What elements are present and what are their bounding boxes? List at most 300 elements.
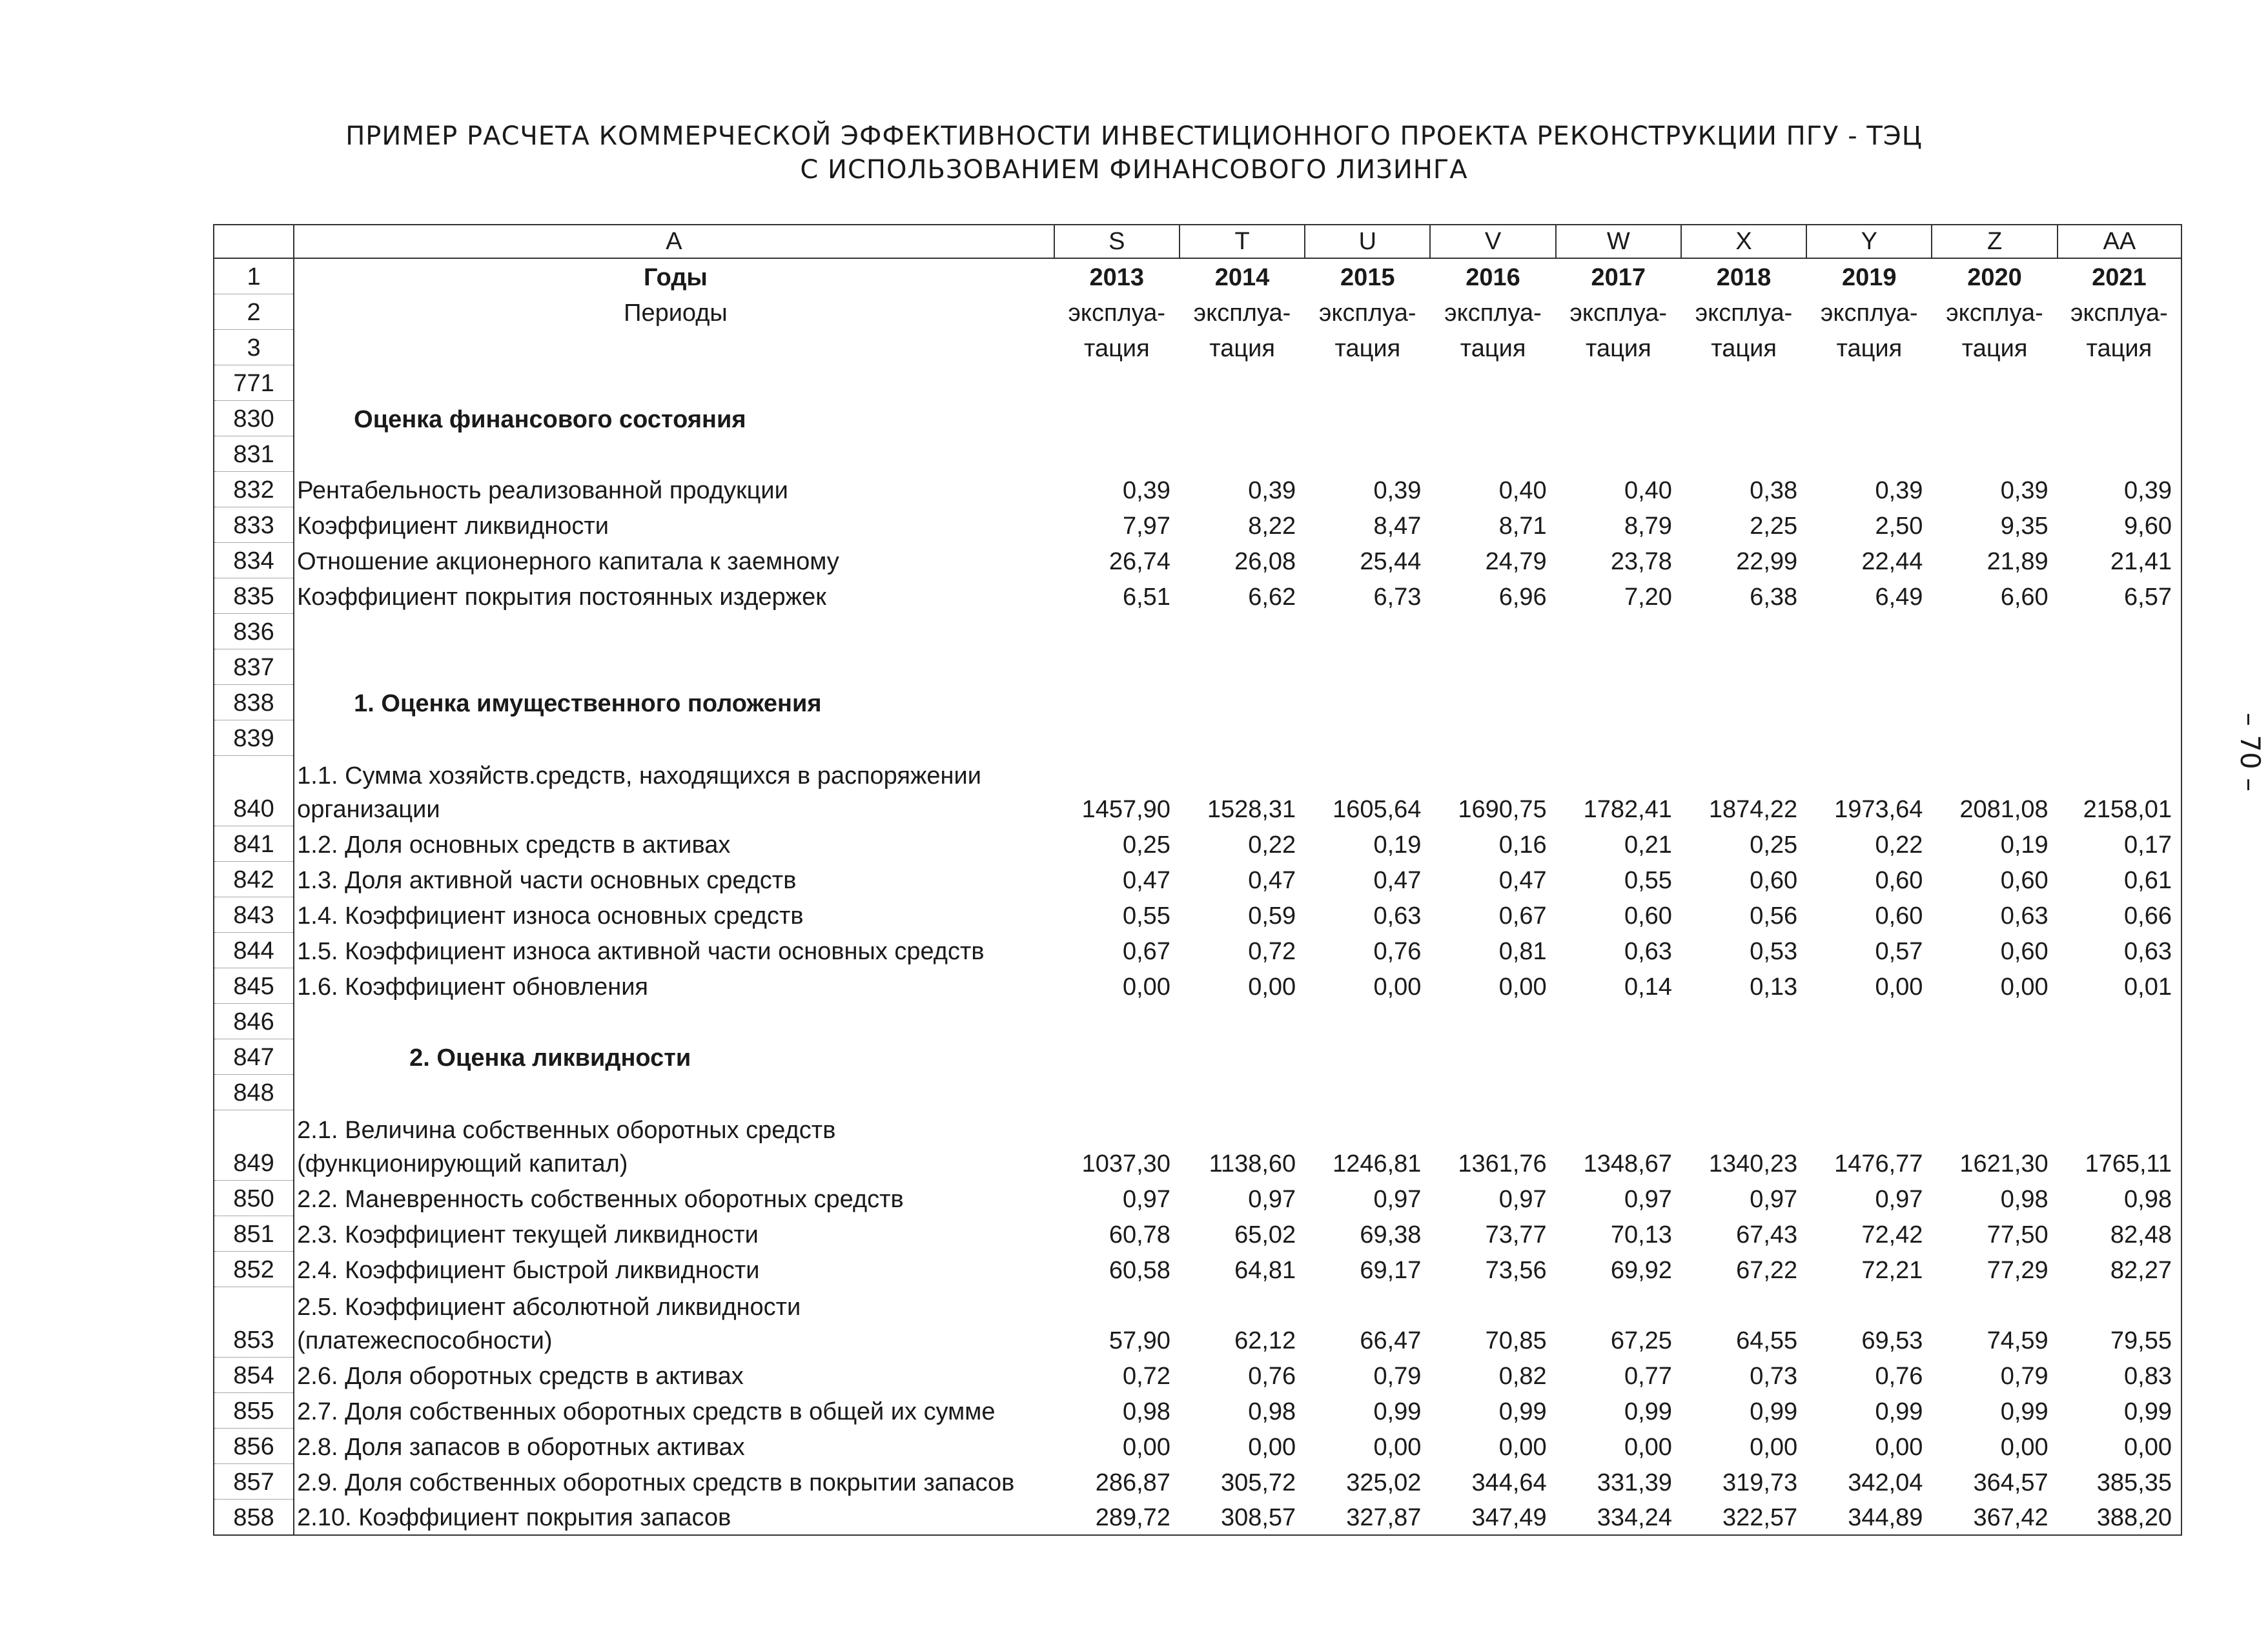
table-row xyxy=(214,543,2181,578)
value-cell: 82,27 xyxy=(2058,1252,2181,1287)
value-cell: 0,00 xyxy=(1875,1433,1923,1461)
row-number: 845 xyxy=(214,968,294,1004)
table-row xyxy=(214,436,2181,472)
row-number: 849 xyxy=(214,1110,294,1181)
empty-cell xyxy=(2058,365,2181,401)
value-cell: 6,62 xyxy=(1248,583,1296,611)
value-cell: 0,97 xyxy=(1875,1185,1923,1213)
value-cell: 8,79 xyxy=(1624,512,1672,540)
table-row xyxy=(214,968,2181,1004)
empty-cell xyxy=(1932,649,2057,685)
value-cell: 0,66 xyxy=(2058,897,2181,933)
value-cell: 1973,64 xyxy=(1834,795,1923,823)
empty-cell xyxy=(1932,401,2057,436)
value-cell: 0,22 xyxy=(1248,831,1296,859)
empty-cell xyxy=(1556,436,1681,472)
row-number: 842 xyxy=(214,862,294,897)
value-cell: 319,73 xyxy=(1722,1469,1798,1496)
value-cell: 22,99 xyxy=(1736,547,1798,575)
empty-cell xyxy=(1806,436,1932,472)
value-cell: 289,72 xyxy=(1054,1500,1180,1536)
period-cell: эксплуа- xyxy=(1569,299,1668,327)
row-label: 2.4. Коэффициент быстрой ликвидности xyxy=(297,1256,760,1284)
empty-cell xyxy=(1681,1075,1806,1110)
empty-cell xyxy=(1054,720,1180,756)
empty-cell xyxy=(1180,614,1305,649)
row-label: 2.1. Величина собственных оборотных средств (функционирующий капитал) xyxy=(297,1116,836,1177)
empty-cell xyxy=(1305,436,1430,472)
empty-cell xyxy=(1932,436,2057,472)
empty-cell xyxy=(1556,685,1681,720)
empty-cell xyxy=(1430,649,1555,685)
year-cell: 2018 xyxy=(1716,263,1772,291)
empty-cell xyxy=(1932,1004,2057,1039)
table-row xyxy=(214,756,2181,826)
empty-cell xyxy=(294,614,1054,649)
value-cell: 74,59 xyxy=(1987,1327,2048,1354)
empty-cell xyxy=(1681,1004,1806,1039)
value-cell: 0,39 xyxy=(1248,476,1296,504)
value-cell: 79,55 xyxy=(2058,1287,2181,1358)
value-cell: 0,19 xyxy=(2000,831,2048,859)
period-cell: тация xyxy=(1711,334,1777,362)
value-cell: 0,39 xyxy=(1875,476,1923,504)
empty-cell xyxy=(2058,720,2181,756)
empty-cell xyxy=(1305,365,1430,401)
empty-cell xyxy=(1681,1039,1806,1075)
table-row xyxy=(214,897,2181,933)
value-cell: 0,14 xyxy=(1624,973,1672,1001)
row-number: 830 xyxy=(214,401,294,436)
value-cell: 22,44 xyxy=(1861,547,1923,575)
empty-cell xyxy=(2058,401,2181,436)
value-cell: 8,71 xyxy=(1498,512,1547,540)
empty-cell xyxy=(2058,614,2181,649)
row-label: 1.6. Коэффициент обновления xyxy=(297,973,649,1001)
value-cell: 0,00 xyxy=(1373,1433,1422,1461)
year-cell: 2014 xyxy=(1214,263,1270,291)
value-cell: 0,72 xyxy=(1248,937,1296,965)
value-cell: 1605,64 xyxy=(1333,795,1422,823)
empty-cell xyxy=(1806,685,1932,720)
value-cell: 0,47 xyxy=(1248,866,1296,894)
value-cell: 0,40 xyxy=(1624,476,1672,504)
value-cell: 305,72 xyxy=(1220,1469,1296,1496)
value-cell: 26,08 xyxy=(1234,547,1296,575)
value-cell: 67,22 xyxy=(1736,1256,1798,1284)
value-cell: 21,41 xyxy=(2058,543,2181,578)
row-label: Рентабельность реализованной продукции xyxy=(297,476,788,504)
value-cell: 25,44 xyxy=(1360,547,1422,575)
empty-cell xyxy=(1681,401,1806,436)
empty-cell xyxy=(1180,649,1305,685)
value-cell: 0,17 xyxy=(2058,826,2181,862)
empty-cell xyxy=(1305,1075,1430,1110)
value-cell: 24,79 xyxy=(1485,547,1547,575)
column-letter: T xyxy=(1180,225,1305,258)
empty-cell xyxy=(1681,685,1806,720)
empty-cell xyxy=(1806,365,1932,401)
empty-cell xyxy=(1806,649,1932,685)
row-number: 841 xyxy=(214,826,294,862)
value-cell: 2081,08 xyxy=(1959,795,2048,823)
row-number: 847 xyxy=(214,1039,294,1075)
value-cell: 0,55 xyxy=(1624,866,1672,894)
value-cell: 26,74 xyxy=(1108,547,1170,575)
value-cell: 0,59 xyxy=(1248,902,1296,930)
empty-cell xyxy=(294,649,1054,685)
empty-cell xyxy=(1430,1075,1555,1110)
value-cell: 1528,31 xyxy=(1207,795,1296,823)
value-cell: 0,67 xyxy=(1498,902,1547,930)
value-cell: 0,60 xyxy=(1750,866,1798,894)
table-row xyxy=(214,933,2181,968)
period-cell: тация xyxy=(1460,334,1526,362)
empty-cell xyxy=(1430,436,1555,472)
empty-cell xyxy=(1806,1004,1932,1039)
empty-cell xyxy=(1430,365,1555,401)
section-heading: 1. Оценка имущественного положения xyxy=(354,689,822,717)
value-cell: 0,00 xyxy=(2058,1429,2181,1464)
value-cell: 0,63 xyxy=(1373,902,1422,930)
row-label: 2.7. Доля собственных оборотных средств в общей их сумме xyxy=(297,1398,996,1425)
value-cell: 64,55 xyxy=(1736,1327,1798,1354)
value-cell: 70,13 xyxy=(1610,1221,1672,1248)
value-cell: 77,50 xyxy=(1987,1221,2048,1248)
table-row xyxy=(214,1216,2181,1252)
value-cell: 0,99 xyxy=(1875,1398,1923,1425)
empty-cell xyxy=(1054,685,1180,720)
value-cell: 344,89 xyxy=(1806,1500,1932,1536)
value-cell: 8,47 xyxy=(1373,512,1422,540)
empty-cell xyxy=(1932,365,2057,401)
value-cell: 7,97 xyxy=(1122,512,1170,540)
period-cell: тация xyxy=(1334,334,1401,362)
value-cell: 0,98 xyxy=(2058,1181,2181,1216)
page-number: – 70 – xyxy=(2234,712,2266,792)
period-cell: эксплуа- xyxy=(1946,299,2043,327)
value-cell: 0,97 xyxy=(1373,1185,1422,1213)
empty-cell xyxy=(1054,1004,1180,1039)
period-cell: эксплуа- xyxy=(2058,294,2181,330)
value-cell: 62,12 xyxy=(1234,1327,1296,1354)
year-cell: 2017 xyxy=(1591,263,1646,291)
row-number: 853 xyxy=(214,1287,294,1358)
row-number: 3 xyxy=(214,330,294,365)
empty-cell xyxy=(1180,1075,1305,1110)
value-cell: 8,22 xyxy=(1248,512,1296,540)
empty-cell xyxy=(1430,1039,1555,1075)
value-cell: 0,60 xyxy=(1875,866,1923,894)
empty-cell xyxy=(1681,436,1806,472)
table-row xyxy=(214,826,2181,862)
value-cell: 0,40 xyxy=(1498,476,1547,504)
row-number: 855 xyxy=(214,1393,294,1429)
row-number: 837 xyxy=(214,649,294,685)
table-row xyxy=(214,1181,2181,1216)
value-cell: 0,97 xyxy=(1498,1185,1547,1213)
column-header-row xyxy=(214,225,2181,258)
empty-cell xyxy=(1054,614,1180,649)
value-cell: 9,60 xyxy=(2058,507,2181,543)
value-cell: 308,57 xyxy=(1180,1500,1305,1536)
value-cell: 344,64 xyxy=(1471,1469,1547,1496)
value-cell: 23,78 xyxy=(1610,547,1672,575)
row-label: Коэффициент ликвидности xyxy=(297,512,609,540)
column-letter: V xyxy=(1430,225,1555,258)
empty-cell xyxy=(1556,365,1681,401)
row-number: 858 xyxy=(214,1500,294,1536)
value-cell: 367,42 xyxy=(1932,1500,2057,1536)
column-letter: U xyxy=(1305,225,1430,258)
value-cell: 6,49 xyxy=(1875,583,1923,611)
value-cell: 0,39 xyxy=(1122,476,1170,504)
value-cell: 1340,23 xyxy=(1708,1150,1798,1177)
value-cell: 322,57 xyxy=(1681,1500,1806,1536)
value-cell: 6,51 xyxy=(1122,583,1170,611)
empty-cell xyxy=(1054,401,1180,436)
empty-cell xyxy=(1556,1004,1681,1039)
value-cell: 0,79 xyxy=(2000,1362,2048,1390)
column-letter: Y xyxy=(1806,225,1932,258)
empty-cell xyxy=(1180,685,1305,720)
period-cell: тация xyxy=(1209,334,1275,362)
empty-cell xyxy=(1681,614,1806,649)
row-number: 848 xyxy=(214,1075,294,1110)
value-cell: 6,73 xyxy=(1373,583,1422,611)
value-cell: 0,00 xyxy=(1248,1433,1296,1461)
empty-cell xyxy=(1180,720,1305,756)
value-cell: 69,92 xyxy=(1610,1256,1672,1284)
value-cell: 0,47 xyxy=(1498,866,1547,894)
value-cell: 21,89 xyxy=(1987,547,2048,575)
value-cell: 0,97 xyxy=(1248,1185,1296,1213)
section-heading: Оценка финансового состояния xyxy=(354,405,746,433)
empty-cell xyxy=(1180,436,1305,472)
value-cell: 0,57 xyxy=(1875,937,1923,965)
row-label: 2.3. Коэффициент текущей ликвидности xyxy=(297,1221,759,1248)
row-number: 856 xyxy=(214,1429,294,1464)
value-cell: 0,98 xyxy=(1122,1398,1170,1425)
value-cell: 0,16 xyxy=(1498,831,1547,859)
empty-cell xyxy=(1556,720,1681,756)
table-row xyxy=(214,685,2181,720)
value-cell: 0,98 xyxy=(1248,1398,1296,1425)
value-cell: 325,02 xyxy=(1346,1469,1422,1496)
year-cell: 2015 xyxy=(1340,263,1395,291)
empty-cell xyxy=(1430,1004,1555,1039)
row-number: 839 xyxy=(214,720,294,756)
empty-cell xyxy=(1305,401,1430,436)
empty-cell xyxy=(294,720,1054,756)
value-cell: 327,87 xyxy=(1305,1500,1430,1536)
value-cell: 0,55 xyxy=(1122,902,1170,930)
table-row xyxy=(214,330,2181,365)
empty-cell xyxy=(1806,720,1932,756)
document-title: ПРИМЕР РАСЧЕТА КОММЕРЧЕСКОЙ ЭФФЕКТИВНОСТИ ИНВЕСТИЦИОННОГО ПРОЕКТА РЕКОНСТРУКЦИИ ПГУ - ТЭЦ xyxy=(345,121,1923,151)
value-cell: 0,25 xyxy=(1122,831,1170,859)
value-cell: 7,20 xyxy=(1624,583,1672,611)
value-cell: 0,63 xyxy=(2058,933,2181,968)
value-cell: 2158,01 xyxy=(2058,756,2181,826)
value-cell: 0,61 xyxy=(2058,862,2181,897)
row-label: 2.8. Доля запасов в оборотных активах xyxy=(297,1433,745,1461)
year-cell: 2019 xyxy=(1842,263,1897,291)
empty-cell xyxy=(2058,1004,2181,1039)
row-number: 851 xyxy=(214,1216,294,1252)
value-cell: 0,63 xyxy=(2000,902,2048,930)
value-cell: 2,50 xyxy=(1875,512,1923,540)
table-row xyxy=(214,472,2181,507)
empty-cell xyxy=(294,436,1054,472)
empty-cell xyxy=(1430,614,1555,649)
table-row xyxy=(214,1287,2181,1358)
empty-cell xyxy=(1806,1039,1932,1075)
column-letter: A xyxy=(294,225,1054,258)
value-cell: 0,13 xyxy=(1750,973,1798,1001)
empty-cell xyxy=(1054,365,1180,401)
row-label: 2.6. Доля оборотных средств в активах xyxy=(297,1362,744,1390)
table-row xyxy=(214,862,2181,897)
document-subtitle: С ИСПОЛЬЗОВАНИЕМ ФИНАНСОВОГО ЛИЗИНГА xyxy=(800,155,1468,185)
value-cell: 0,82 xyxy=(1498,1362,1547,1390)
empty-cell xyxy=(1305,649,1430,685)
value-cell: 0,97 xyxy=(1750,1185,1798,1213)
empty-cell xyxy=(1054,436,1180,472)
value-cell: 0,00 xyxy=(2000,1433,2048,1461)
row-number: 1 xyxy=(214,258,294,294)
row-label: 1.4. Коэффициент износа основных средств xyxy=(297,902,804,930)
empty-cell xyxy=(1305,720,1430,756)
value-cell: 0,97 xyxy=(1624,1185,1672,1213)
row-number: 854 xyxy=(214,1358,294,1393)
value-cell: 0,99 xyxy=(2058,1393,2181,1429)
row-number: 834 xyxy=(214,543,294,578)
row-number: 831 xyxy=(214,436,294,472)
value-cell: 0,21 xyxy=(1624,831,1672,859)
table-row xyxy=(214,1252,2181,1287)
row-label: Коэффициент покрытия постоянных издержек xyxy=(297,583,826,611)
empty-cell xyxy=(1806,1075,1932,1110)
section-heading: 2. Оценка ликвидности xyxy=(409,1044,691,1072)
row-number: 833 xyxy=(214,507,294,543)
value-cell: 69,17 xyxy=(1360,1256,1422,1284)
empty-cell xyxy=(1932,685,2057,720)
period-cell: эксплуа- xyxy=(1695,299,1793,327)
table-row xyxy=(214,649,2181,685)
value-cell: 0,00 xyxy=(1373,973,1422,1001)
value-cell: 286,87 xyxy=(1095,1469,1170,1496)
value-cell: 6,57 xyxy=(2058,578,2181,614)
value-cell: 0,83 xyxy=(2058,1358,2181,1393)
value-cell: 0,76 xyxy=(1373,937,1422,965)
value-cell: 70,85 xyxy=(1485,1327,1547,1354)
row-number: 846 xyxy=(214,1004,294,1039)
value-cell: 0,00 xyxy=(1875,973,1923,1001)
value-cell: 69,53 xyxy=(1861,1327,1923,1354)
empty-cell xyxy=(1180,1004,1305,1039)
value-cell: 0,39 xyxy=(1373,476,1422,504)
table-row xyxy=(214,1393,2181,1429)
value-cell: 1037,30 xyxy=(1081,1150,1170,1177)
value-cell: 0,97 xyxy=(1122,1185,1170,1213)
value-cell: 57,90 xyxy=(1108,1327,1170,1354)
periods-label: Периоды xyxy=(624,299,728,327)
value-cell: 60,58 xyxy=(1108,1256,1170,1284)
value-cell: 334,24 xyxy=(1556,1500,1681,1536)
table-row xyxy=(214,1429,2181,1464)
value-cell: 385,35 xyxy=(2058,1464,2181,1500)
value-cell: 364,57 xyxy=(1973,1469,2048,1496)
value-cell: 0,22 xyxy=(1875,831,1923,859)
empty-cell xyxy=(1556,401,1681,436)
empty-cell xyxy=(294,330,1054,365)
value-cell: 0,99 xyxy=(2000,1398,2048,1425)
empty-cell xyxy=(1932,1039,2057,1075)
empty-cell xyxy=(1305,1039,1430,1075)
period-cell: эксплуа- xyxy=(1319,299,1416,327)
value-cell: 64,81 xyxy=(1234,1256,1296,1284)
value-cell: 331,39 xyxy=(1597,1469,1672,1496)
year-cell: 2020 xyxy=(1967,263,2022,291)
empty-cell xyxy=(1932,614,2057,649)
value-cell: 6,96 xyxy=(1498,583,1547,611)
value-cell: 0,63 xyxy=(1624,937,1672,965)
value-cell: 342,04 xyxy=(1848,1469,1923,1496)
value-cell: 0,76 xyxy=(1248,1362,1296,1390)
value-cell: 0,00 xyxy=(1122,973,1170,1001)
empty-cell xyxy=(1430,401,1555,436)
table-row xyxy=(214,1004,2181,1039)
value-cell: 1476,77 xyxy=(1834,1150,1923,1177)
value-cell: 0,00 xyxy=(1498,973,1547,1001)
empty-cell xyxy=(1430,685,1555,720)
years-label: Годы xyxy=(643,263,708,291)
empty-cell xyxy=(1681,365,1806,401)
empty-cell xyxy=(1806,401,1932,436)
value-cell: 0,00 xyxy=(1750,1433,1798,1461)
empty-cell xyxy=(2058,685,2181,720)
value-cell: 0,39 xyxy=(2058,472,2181,507)
value-cell: 0,47 xyxy=(1122,866,1170,894)
value-cell: 66,47 xyxy=(1360,1327,1422,1354)
row-label: 1.5. Коэффициент износа активной части основных средств xyxy=(297,937,985,965)
value-cell: 0,81 xyxy=(1498,937,1547,965)
financial-table xyxy=(213,224,2182,1536)
row-label: 2.5. Коэффициент абсолютной ликвидности (платежеспособности) xyxy=(297,1293,801,1354)
value-cell: 1621,30 xyxy=(1959,1150,2048,1177)
empty-cell xyxy=(2058,1039,2181,1075)
value-cell: 65,02 xyxy=(1234,1221,1296,1248)
row-label: 1.2. Доля основных средств в активах xyxy=(297,831,731,859)
period-cell: эксплуа- xyxy=(1821,299,1918,327)
empty-cell xyxy=(1556,1075,1681,1110)
period-cell: тация xyxy=(1836,334,1903,362)
table-row xyxy=(214,1039,2181,1075)
empty-cell xyxy=(2058,436,2181,472)
empty-cell xyxy=(1054,1075,1180,1110)
table-row xyxy=(214,1075,2181,1110)
value-cell: 6,38 xyxy=(1750,583,1798,611)
table-row xyxy=(214,1110,2181,1181)
value-cell: 1690,75 xyxy=(1458,795,1547,823)
period-cell: эксплуа- xyxy=(1193,299,1291,327)
value-cell: 0,99 xyxy=(1373,1398,1422,1425)
empty-cell xyxy=(1180,365,1305,401)
value-cell: 388,20 xyxy=(2058,1500,2181,1536)
value-cell: 1361,76 xyxy=(1458,1150,1547,1177)
empty-cell xyxy=(1806,614,1932,649)
